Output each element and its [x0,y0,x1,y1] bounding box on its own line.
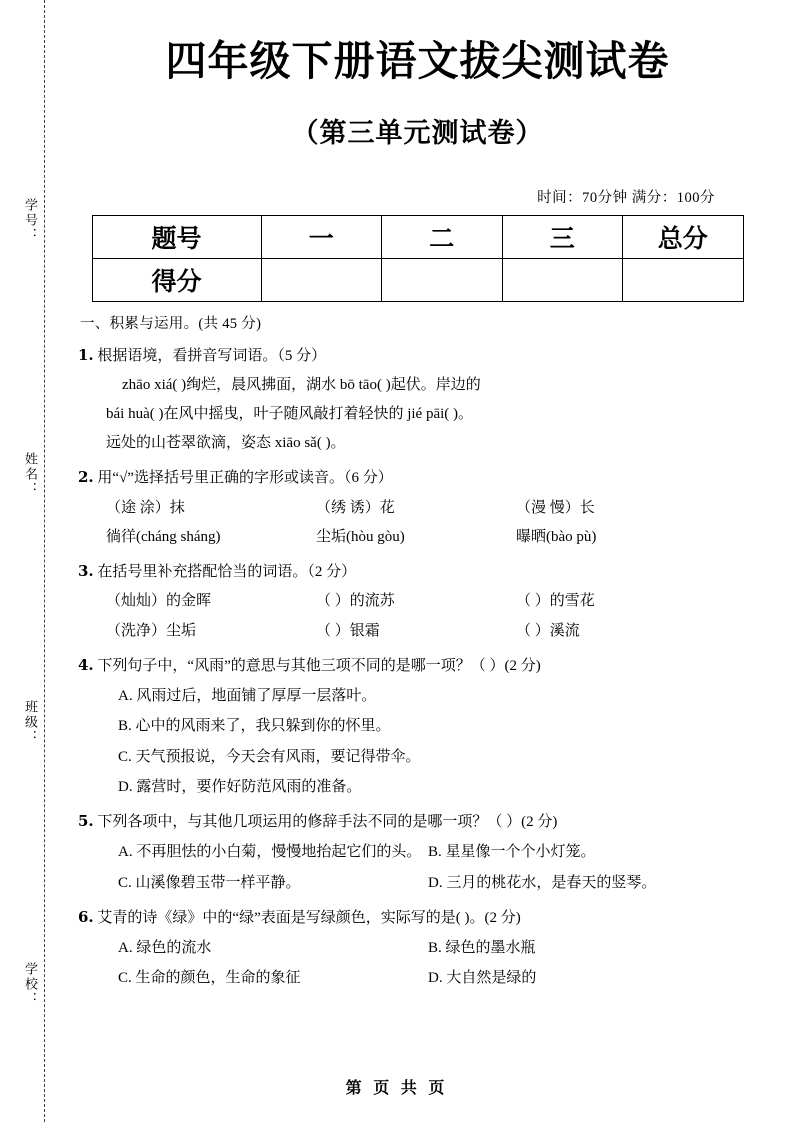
section-title: 一、积累与运用。(共 45 分) [80,316,262,333]
question-6-option-b[interactable]: B. 绿色的墨水瓶 [428,940,536,957]
score-table-col-3: 三 [502,216,623,259]
score-table-label-score: 得分 [92,259,261,302]
score-table-col-2: 二 [382,216,503,259]
question-2-number: 2. [78,468,94,487]
question-4 [78,654,757,799]
exam-meta: 时间：70分钟 满分：100分 [537,190,715,207]
paper-content [78,0,757,991]
question-4-option-b[interactable]: B. 心中的风雨来了，我只躲到你的怀里。 [118,718,391,735]
fold-dashed-line [44,0,45,1122]
question-4-option-c[interactable]: C. 天气预报说，今天会有风雨，要记得带伞。 [118,748,421,765]
question-4-option-a[interactable]: A. 风雨过后，地面铺了厚厚一层落叶。 [118,688,377,705]
question-5-option-row-2 [118,872,757,895]
question-4-stem: 下列句子中，“风雨”的意思与其他三项不同的是哪一项？（ ）(2 分) [97,657,541,674]
question-1-stem: 根据语境，看拼音写词语。（5 分） [97,348,327,365]
question-4-option-d[interactable]: D. 露营时，要作好防范风雨的准备。 [118,778,362,795]
question-3 [78,560,757,643]
score-table-col-1: 一 [261,216,382,259]
question-1-number: 1. [78,346,94,365]
question-2-choice-4[interactable]: 徜徉(cháng sháng) [106,528,221,545]
question-1 [78,344,757,455]
question-3-item-4[interactable]: （洗净）尘垢 [106,622,197,639]
question-2-choice-5[interactable]: 尘垢(hòu gòu) [316,528,405,545]
score-table-label-number: 题号 [92,216,261,259]
side-label-school: 学校： [23,962,38,1007]
question-5-option-b[interactable]: B. 星星像一个个小灯笼。 [428,844,596,861]
question-3-stem: 在括号里补充搭配恰当的词语。（2 分） [97,564,357,581]
question-3-item-2[interactable]: （ ）的流苏 [316,593,395,610]
question-5-option-d[interactable]: D. 三月的桃花水，是春天的竖琴。 [428,874,657,891]
question-2-choice-3[interactable]: （漫 慢）长 [516,499,595,516]
question-3-row-2 [106,620,757,643]
page-footer: 第 页 共 页 [345,1078,448,1097]
question-2 [78,466,757,549]
question-6-number: 6. [78,907,94,926]
score-table [92,215,744,302]
table-row [92,216,743,259]
score-table-col-total: 总分 [623,216,744,259]
side-label-class: 班级： [23,700,38,745]
question-2-row-1 [106,497,757,520]
side-label-student-id: 学号： [23,198,38,243]
question-5-option-row-1 [118,841,757,864]
question-1-line-2: bái huà( )在风中摇曳，叶子随风敲打着轻快的 jié pāi( )。 [106,406,474,423]
question-1-line-3: 远处的山苍翠欲滴，姿态 xiāo sǎ( )。 [106,435,346,452]
question-6 [78,906,757,991]
page-title: 四年级下册语文拔尖测试卷 [165,37,670,85]
table-row [92,259,743,302]
question-5-number: 5. [78,812,94,831]
question-6-option-d[interactable]: D. 大自然是绿的 [428,970,537,987]
side-label-group [14,0,42,1122]
question-5-option-a[interactable]: A. 不再胆怯的小白菊，慢慢地抬起它们的头。 [118,844,422,861]
question-6-stem: 艾青的诗《绿》中的“绿”表面是写绿颜色，实际写的是( )。(2 分) [97,909,521,926]
question-2-choice-2[interactable]: （绣 诱）花 [316,499,395,516]
page-subtitle: （第三单元测试卷） [291,118,544,150]
question-3-item-6[interactable]: （ ）溪流 [516,622,580,639]
question-4-number: 4. [78,655,94,674]
question-6-option-c[interactable]: C. 生命的颜色，生命的象征 [118,970,301,987]
question-6-option-row-2 [118,967,757,990]
score-cell-3[interactable] [502,259,623,302]
question-3-number: 3. [78,562,94,581]
question-2-stem: 用“√”选择括号里正确的字形或读音。（6 分） [97,470,393,487]
question-1-line-1: zhāo xiá( )绚烂，晨风拂面，湖水 bō tāo( )起伏。岸边的 [122,377,481,394]
question-2-choice-1[interactable]: （途 涂）抹 [106,499,185,516]
score-cell-2[interactable] [382,259,503,302]
score-cell-total[interactable] [623,259,744,302]
question-2-row-2 [106,526,757,549]
question-5-stem: 下列各项中，与其他几项运用的修辞手法不同的是哪一项？（ ）(2 分) [97,814,558,831]
question-5 [78,810,757,895]
question-6-option-a[interactable]: A. 绿色的流水 [118,940,212,957]
question-3-item-5[interactable]: （ ）银霜 [316,622,380,639]
question-3-item-1[interactable]: （灿灿）的金晖 [106,593,212,610]
question-3-row-1 [106,590,757,613]
question-3-item-3[interactable]: （ ）的雪花 [516,593,595,610]
score-cell-1[interactable] [261,259,382,302]
question-2-choice-6[interactable]: 曝晒(bào pù) [516,528,597,545]
side-label-name: 姓名： [23,452,38,497]
question-6-option-row-1 [118,937,757,960]
question-5-option-c[interactable]: C. 山溪像碧玉带一样平静。 [118,874,301,891]
